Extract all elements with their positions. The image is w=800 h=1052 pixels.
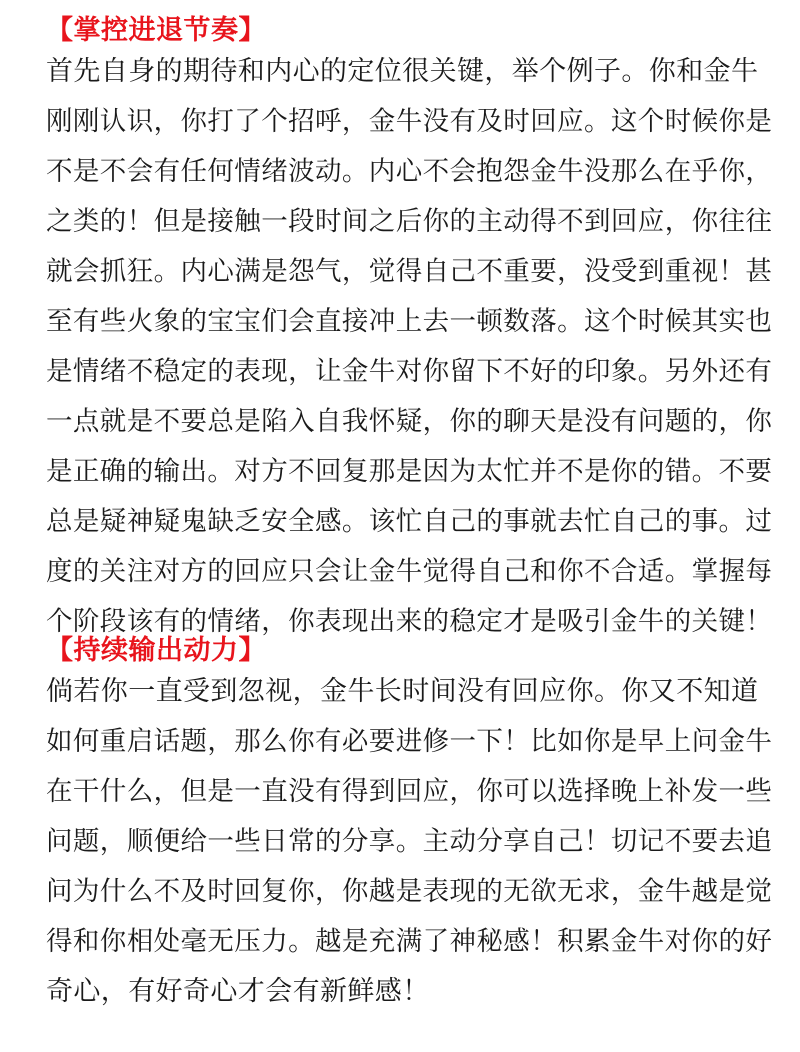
section1-line: 是正确的输出。对方不回复那是因为太忙并不是你的错。不要 bbox=[46, 456, 773, 487]
section1-line: 总是疑神疑鬼缺乏安全感。该忙自己的事就去忙自己的事。过 bbox=[46, 506, 773, 537]
section1-heading: 【掌控进退节奏】 bbox=[46, 15, 266, 46]
section1-line: 度的关注对方的回应只会让金牛觉得自己和你不合适。掌握每 bbox=[46, 556, 773, 587]
section1-line: 就会抓狂。内心满是怨气，觉得自己不重要，没受到重视！甚 bbox=[46, 256, 773, 287]
section2-line: 倘若你一直受到忽视，金牛长时间没有回应你。你又不知道 bbox=[46, 676, 759, 707]
section2-line: 问题，顺便给一些日常的分享。主动分享自己！切记不要去追 bbox=[46, 826, 773, 857]
section2-line: 如何重启话题，那么你有必要进修一下！比如你是早上问金牛 bbox=[46, 726, 773, 757]
section1-line: 一点就是不要总是陷入自我怀疑，你的聊天是没有问题的，你 bbox=[46, 406, 773, 437]
section2-line: 奇心，有好奇心才会有新鲜感！ bbox=[46, 976, 430, 1007]
section1-line: 个阶段该有的情绪，你表现出来的稳定才是吸引金牛的关键！ bbox=[46, 606, 773, 637]
section1-line: 是情绪不稳定的表现，让金牛对你留下不好的印象。另外还有 bbox=[46, 356, 773, 387]
section1-line: 不是不会有任何情绪波动。内心不会抱怨金牛没那么在乎你， bbox=[46, 156, 773, 187]
section1-line: 之类的！但是接触一段时间之后你的主动得不到回应，你往往 bbox=[46, 206, 773, 237]
section2-line: 问为什么不及时回复你，你越是表现的无欲无求，金牛越是觉 bbox=[46, 876, 773, 907]
section1-line: 刚刚认识，你打了个招呼，金牛没有及时回应。这个时候你是 bbox=[46, 106, 773, 137]
section2-heading: 【持续输出动力】 bbox=[46, 635, 266, 666]
section2-line: 在干什么，但是一直没有得到回应，你可以选择晚上补发一些 bbox=[46, 776, 773, 807]
section1-line: 至有些火象的宝宝们会直接冲上去一顿数落。这个时候其实也 bbox=[46, 306, 773, 337]
section2-line: 得和你相处毫无压力。越是充满了神秘感！积累金牛对你的好 bbox=[46, 926, 773, 957]
section1-line: 首先自身的期待和内心的定位很关键，举个例子。你和金牛 bbox=[46, 56, 759, 87]
